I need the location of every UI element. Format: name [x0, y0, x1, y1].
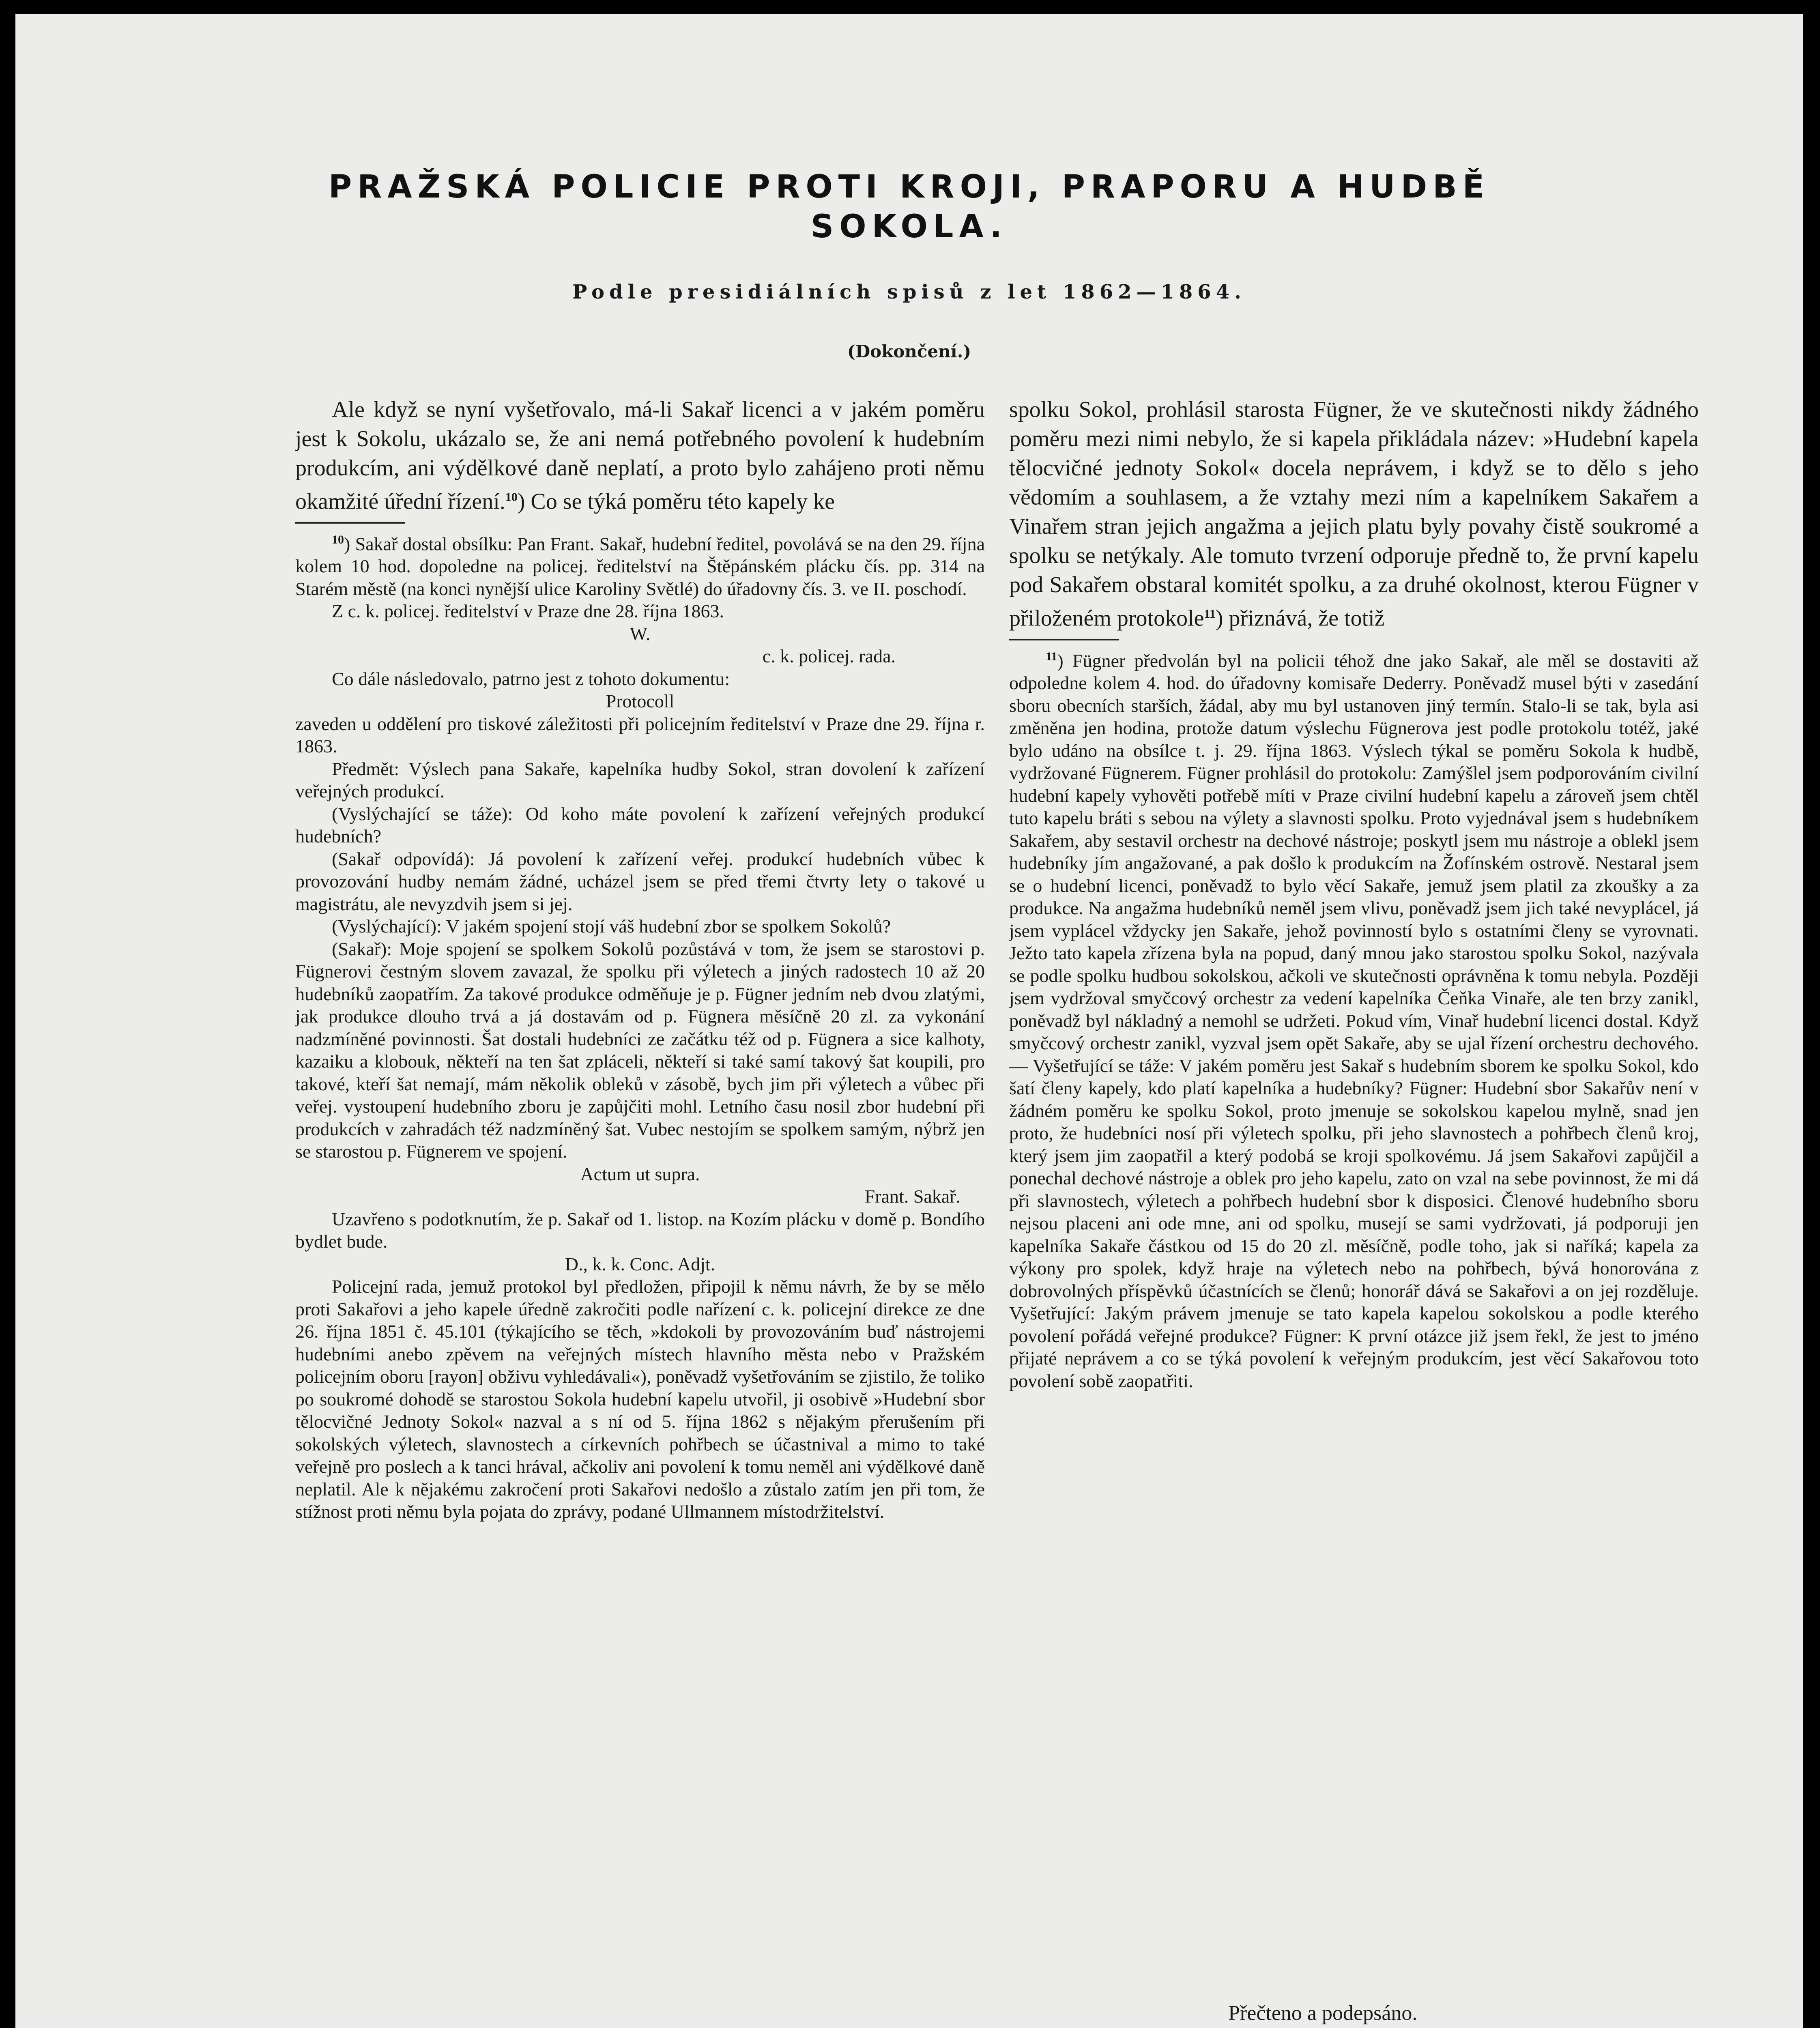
protocol-subject: Předmět: Výslech pana Sakaře, kapelníka hudby Sokol, stran dovolení k zařízení veřejných produkcí.	[295, 758, 985, 802]
article-title-line1: PRAŽSKÁ POLICIE PROTI KROJI, PRAPORU A HUDBĚ	[329, 169, 1490, 205]
footnote-10: $^{10}$) Sakař dostal obsílku: Pan Frant. Sakař, hudební ředitel, povolává se na den 29. října kolem 10 hod. dopoledne na policej. ředitelství na Štěpánském plácku čís. pp. 314 na Starém městě (na konci nynější ulice Karoliny Světlé) do úřadovny čís. 3. ve II. poschodí. Z c. k. policej. ředitelství v Praze dne 28. října 1863. W. c. k. policej. rada. Co dále následovalo, patrno jest z tohoto dokumentu: Protocoll zaveden u oddělení pro tiskové záležitosti při policejním ředitelství v Praze dne 29. října r. 1863. Předmět: Výslech pana Sakaře, kapelníka hudby Sokol, stran dovolení k zařízení veřejných produkcí. (Vyslýchající se táže): Od koho máte povolení k zařízení veřejných produkcí hudebních? (Sakař odpovídá): Já povolení k zařízení veřej. produkcí hudebních vůbec k provozování hudby nemám žádné, ucházel jsem se před třemi čtvrty lety o takové u magistrátu, ale nevyzdvih jsem si jej. (Vyslýchající): V jakém spojení stojí váš hudební zbor se spolkem Sokolů? (Sakař): Moje spojení se spolkem Sokolů pozůstává v tom, že jsem se starostovi p. Fügnerovi čestným slovem zavazal, že spolku při výletech a jiných radostech 10 až 20 hudebníků zaopatřím. Za takové produkce odměňuje je p. Fügner jedním neb dvou zlatými, jak produkce dlouho trvá a já dostavám od p. Fügnera měsíčně 20 zl. za vykonání nadzmíněné povinnosti. Šat dostali hudebníci ze začátku též od p. Fügnera a sice kalhoty, kazaiku a klobouk, někteří na ten šat zpláceli, někteří si také samí takový šat koupili, pro takové, kteří šat nemají, mám několik obleků v zásobě, bych jim při výletech a vůbec při veřej. vystoupení hudebního zboru je zapůjčiti mohl. Letního času nosil zbor hudební při produkcích v zahradách též nadzmíněný šat. Vubec nestojím se spolkem samým, nýbrž jen se starostou p. Fügnerem ve spojení. Actum ut supra. Frant. Sakař. Uzavřeno s podotknutím, že p. Sakař od 1. listop. na Kozím plácku v domě p. Bondího bydlet bude. D., k. k. Conc. Adjt. Policejní rada, jemuž protokol byl předložen, připojil k němu návrh, že by se mělo proti Sakařovi a jeho kapele úředně zakročiti podle nařízení c. k. policejní direkce ze dne 26. října 1851 č. 45.101 (týkajícího se těch, »kdokoli by provozováním buď nástrojemi hudebními anebo zpěvem na veřejných místech hlavního města nebo v Pražském policejním oboru [rayon] obživu vyhledávali«), poněvadž vyšetřováním se zjistilo, že toliko po soukromé dohodě se starostou Sokola hudební kapelu utvořil, ji osobivě »Hudební sbor tělocvičné Jednoty Sokol« nazval a s ní od 5. října 1862 s nějakým přerušením při sokolských výletech, slavnostech a církevních pohřbech se účastnival a mimo to také veřejně pro poslech a k tanci hrával, ačkoliv ani povolení k tomu neměl ani výdělkové daně neplatil. Ale k nějakému zakročení proti Sakařovi nedošlo a zůstalo zatím jen při tom, že stížnost proti němu byla pojata do zprávy, podané Ullmannem místodržitelství.	[295, 528, 985, 1523]
protocol-adjunct: D., k. k. Conc. Adjt.	[565, 1253, 716, 1274]
footnote-10-rank: c. k. policej. rada.	[762, 646, 896, 667]
protocol-intro: zaveden u oddělení pro tiskové záležitosti při policejním ředitelství v Praze dne 29. října r. 1863.	[295, 713, 985, 757]
actum-ut-supra: Actum ut supra.	[580, 1163, 700, 1184]
protocol-answer-1: (Sakař odpovídá): Já povolení k zařízení veřej. produkcí hudebních vůbec k provozování hudby nemám žádné, ucházel jsem se před třemi čtvrty lety o takové u magistrátu, ale nevyzdvih jsem si jej.	[295, 848, 985, 914]
read-and-signed: Přečteno a podepsáno.	[1228, 2002, 1418, 2025]
footnote-divider-right	[1009, 639, 1119, 640]
left-column	[295, 395, 985, 2028]
footnote-11-number: 11	[1046, 649, 1057, 663]
signature-sakar: Frant. Sakař.	[864, 1186, 960, 1207]
document-page	[15, 14, 1803, 2028]
left-intro-paragraph: Ale když se nyní vyšetřovalo, má-li Sakař licenci a v jakém poměru jest k Sokolu, ukázalo se, že ani nemá potřebného povolení k hudebním produkcím, ani výdělkové daně neplatí, a proto bylo zahájeno proti němu okamžité úřední řízení.$^{10}$) Co se týká poměru této kapely ke	[295, 397, 985, 514]
protocol-question-1: (Vyslýchající se táže): Od koho máte povolení k zařízení veřejných produkcí hudebních?	[295, 803, 985, 847]
footnote-10-sign: Z c. k. policej. ředitelství v Praze dne 28. října 1863.	[332, 601, 724, 622]
right-column	[1009, 395, 1699, 1961]
protocol-title: Protocoll	[606, 691, 675, 712]
protocol-question-2: (Vyslýchající): V jakém spojení stojí váš hudební zbor se spolkem Sokolů?	[332, 916, 891, 937]
footnote-divider	[295, 522, 405, 524]
footnote-10-next: Co dále následovalo, patrno jest z tohoto dokumentu:	[332, 668, 730, 689]
right-intro-paragraph: spolku Sokol, prohlásil starosta Fügner, že ve skutečnosti nikdy žádného poměru mezi nimi nebylo, že si kapela přikládala název: »Hudební kapela tělocvičné jednoty Sokol« docela neprávem, i když se to dělo s jeho vědomím a souhlasem, a že vztahy mezi ním a kapelníkem Sakařem a Vinařem stran jejich angažma a jejich platu byly povahy čistě soukromé a spolku se netýkaly. Ale tomuto tvrzení odporuje předně to, že první kapelu pod Sakařem obstaral komitét spolku, a za druhé okolnost, kterou Fügner v přiloženém protokole$^{11}$) přiznává, že totiž	[1009, 397, 1699, 631]
police-council-paragraph: Policejní rada, jemuž protokol byl předložen, připojil k němu návrh, že by se mělo proti Sakařovi a jeho kapele úředně zakročiti podle nařízení c. k. policejní direkce ze dne 26. října 1851 č. 45.101 (týkajícího se těch, »kdokoli by provozováním buď nástrojemi hudebními anebo zpěvem na veřejných místech hlavního města nebo v Pražském policejním oboru [rayon] obživu vyhledávali«), poněvadž vyšetřováním se zjistilo, že toliko po soukromé dohodě se starostou Sokola hudební kapelu utvořil, ji osobivě »Hudební sbor tělocvičné Jednoty Sokol« nazval a s ní od 5. října 1862 s nějakým přerušením při sokolských výletech, slavnostech a církevních pohřbech se účastnival a mimo to také veřejně pro poslech a k tanci hrával, ačkoliv ani povolení k tomu neměl ani výdělkové daně neplatil. Ale k nějakému zakročení proti Sakařovi nedošlo a zůstalo zatím jen při tom, že stížnost proti němu byla pojata do zprávy, podané Ullmannem místodržitelství.	[295, 1276, 985, 1522]
protocol-closing: Uzavřeno s podotknutím, že p. Sakař od 1. listop. na Kozím plácku v domě p. Bondího bydlet bude.	[295, 1208, 985, 1252]
continued-label: (Dokončení.)	[847, 342, 971, 361]
footnote-10-number: 10	[332, 533, 344, 546]
article-subtitle: Podle presidiálních spisů z let 1862—1864.	[572, 281, 1246, 303]
footnote-11: $^{11}$) Fügner předvolán byl na policii téhož dne jako Sakař, ale měl se dostaviti až odpoledne kolem 4. hod. do úřadovny komisaře Dederry. Poněvadž musel býti v zasedání sboru obecních starších, žádal, aby mu byl ustanoven jiný termín. Stalo-li se tak, byla asi změněna jen hodina, protože datum výslechu Fügnerova jest podle protokolu totéž, jaké bylo udáno na obsílce t. j. 29. října 1863. Výslech týkal se poměru Sokola k hudbě, vydržované Fügnerem. Fügner prohlásil do protokolu: Zamýšlel jsem podporováním civilní hudební kapely vyhověti potřebě míti v Praze civilní hudební kapelu a zároveň jsem chtěl tuto kapelu bráti s sebou na výlety a slavnosti spolku. Proto vyjednával jsem s hudebníkem Sakařem, aby sestavil orchestr na dechové nástroje; poskytl jsem mu nástroje a oblekl jsem hudebníky jím angažované, a pak došlo k produkcím na Žofínském ostrově. Nestaral jsem se o hudební licenci, poněvadž to bylo věcí Sakaře, jemuž jsem platil za zkoušky a za produkce. Na angažma hudebníků neměl jsem vlivu, poněvadž jsem jich také nevyplácel, já jsem vyplácel vždycky jen Sakaře, jehož povinností bylo s ostatními členy se vyrovnati. Ježto tato kapela zřízena byla na popud, daný mnou jako starostou spolku Sokol, nazývala se podle spolku hudbou sokolskou, ačkoli ve skutečnosti oprávněna k tomu nebyla. Později jsem vydržoval smyčcový orchestr za vedení kapelníka Čeňka Vinaře, ale ten brzy zanikl, poněvadž byl nákladný a nemohl se udržeti. Pokud vím, Vinař hudební licenci dostal. Když smyčcový orchestr zanikl, vyzval jsem opět Sakaře, aby se ujal řízení orchestru dechového. — Vyšetřující se táže: V jakém poměru jest Sakař s hudebním sborem ke spolku Sokol, kdo šatí členy kapely, kdo platí kapelníka a hudebníky? Fügner: Hudební sbor Sakařův není v žádném poměru ke spolku Sokol, proto jmenuje se sokolskou kapelou mylně, snad jen proto, že hudebníci nosí při výletech spolku, při jeho slavnostech a pohřbech členů kroj, který jsem jim zaopatřil a který podobá se kroji spolkovému. Já jsem Sakařovi zapůjčil a ponechal dechové nástroje a oblek pro jeho kapelu, zato on vzal na sebe povinnost, že mi dá při slavnostech, výletech a pohřbech hudební sbor k disposici. Členové hudebního sboru nejsou placeni ani ode mne, ani od spolku, musejí se sami vydržovati, já podporuji jen kapelníka Sakaře částkou od 15 do 20 zl. měsíčně, podle toho, jak si naříká; kapela za výkony pro spolek, když hraje na výletech nebo na pohřbech, bývá honorována z dobrovolných příspěvků účastnících se členů; honorář dává se Sakařovi a on jej rozděluje. Vyšetřující: Jakým právem jmenuje se tato kapela kapelou sokolskou a podle kterého povolení pořádá veřejné produkce? Fügner: K první otázce již jsem řekl, že jest to jméno přijaté neprávem a co se týká povolení k veřejným produkcím, jest věcí Sakařovou toto povolení sobě zaopatřiti.	[1009, 649, 1699, 1391]
footnote-10-initial: W.	[630, 623, 651, 644]
article-title-line2: SOKOLA.	[811, 208, 1008, 245]
protocol-answer-2: (Sakař): Moje spojení se spolkem Sokolů pozůstává v tom, že jsem se starostovi p. Fügnerovi čestným slovem zavazal, že spolku při výletech a jiných radostech 10 až 20 hudebníků zaopatřím. Za takové produkce odměňuje je p. Fügner jedním neb dvou zlatými, jak produkce dlouho trvá a já dostavám od p. Fügnera měsíčně 20 zl. za vykonání nadzmíněné povinnosti. Šat dostali hudebníci ze začátku též od p. Fügnera a sice kalhoty, kazaiku a klobouk, někteří na ten šat zpláceli, někteří si také samí takový šat koupili, pro takové, kteří šat nemají, mám několik obleků v zásobě, bych jim při výletech a vůbec při veřej. vystoupení hudebního zboru je zapůjčiti mohl. Letního času nosil zbor hudební při produkcích v zahradách též nadzmíněný šat. Vubec nestojím se spolkem samým, nýbrž jen se starostou p. Fügnerem ve spojení.	[295, 938, 985, 1162]
